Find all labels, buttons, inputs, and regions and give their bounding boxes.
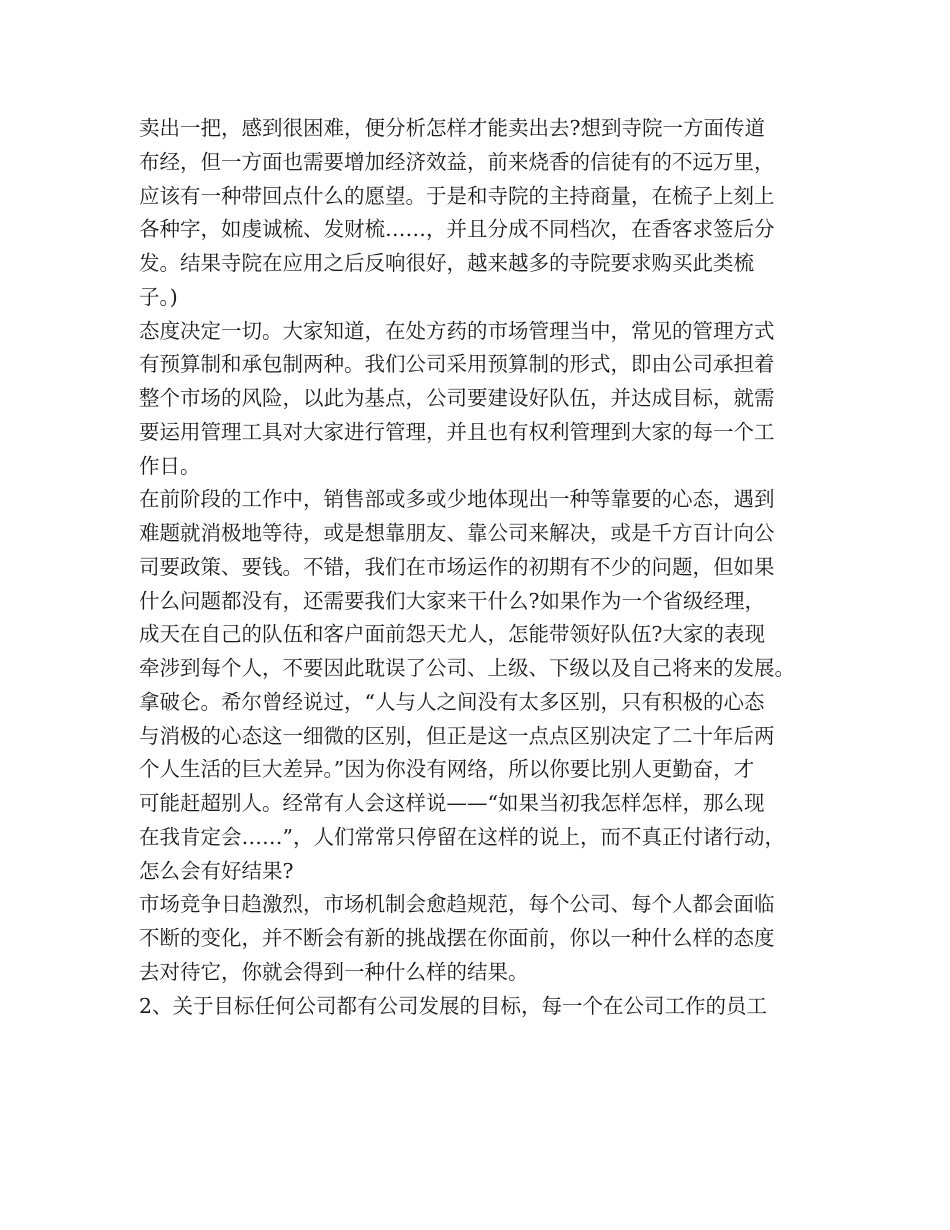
text-line: 司要政策、要钱。不错，我们在市场运作的初期有不少的问题，但如果 xyxy=(139,554,775,579)
text-line: 牵涉到每个人，不要因此耽误了公司、上级、下级以及自己将来的发展。 xyxy=(139,656,795,680)
document-body xyxy=(139,112,829,1023)
text-line: 在我肯定会……”，人们常常只停留在这样的说上，而不真正付诸行动， xyxy=(139,824,785,849)
text-line: 作日。 xyxy=(139,453,201,478)
text-line: 市场竞争日趋激烈，市场机制会愈趋规范，每个公司、每个人都会面临 xyxy=(139,892,775,917)
text-line: 个人生活的巨大差异。”因为你没有网络，所以你要比别人更勤奋，才 xyxy=(139,757,755,782)
text-line: 各种字，如虔诚梳、发财梳……，并且分成不同档次，在香客求签后分 xyxy=(139,217,775,242)
text-line: 什么问题都没有，还需要我们大家来干什么?如果作为一个省级经理， xyxy=(139,588,765,613)
text-line: 成天在自己的队伍和客户面前怨天尤人，怎能带领好队伍?大家的表现 xyxy=(139,622,765,647)
text-line: 发。结果寺院在应用之后反响很好，越来越多的寺院要求购买此类梳 xyxy=(139,251,754,275)
text-line: 整个市场的风险，以此为基点，公司要建设好队伍，并达成目标，就需 xyxy=(139,386,775,410)
text-line: 2、关于目标任何公司都有公司发展的目标，每一个在公司工作的员工 xyxy=(139,993,768,1018)
text-line: 去对待它，你就会得到一种什么样的结果。 xyxy=(139,959,529,984)
text-line: 可能赶超别人。经常有人会这样说——“如果当初我怎样怎样，那么现 xyxy=(139,791,765,815)
text-line: 拿破仑。希尔曾经说过，“人与人之间没有太多区别，只有积极的心态 xyxy=(139,689,765,714)
text-line: 子。) xyxy=(139,284,178,309)
text-line: 要运用管理工具对大家进行管理，并且也有权利管理到大家的每一个工 xyxy=(139,419,775,444)
text-line: 与消极的心态这一细微的区别，但正是这一点点区别决定了二十年后两 xyxy=(139,723,775,748)
text-line: 不断的变化，并不断会有新的挑战摆在你面前，你以一种什么样的态度 xyxy=(139,926,775,950)
text-line: 态度决定一切。大家知道，在处方药的市场管理当中，常见的管理方式 xyxy=(139,318,775,343)
text-line: 有预算制和承包制两种。我们公司采用预算制的形式，即由公司承担着 xyxy=(139,352,775,377)
text-line: 卖出一把，感到很困难，便分析怎样才能卖出去?想到寺院一方面传道 xyxy=(139,116,765,140)
text-line: 在前阶段的工作中，销售部或多或少地体现出一种等靠要的心态，遇到 xyxy=(139,487,775,512)
text-line: 怎么会有好结果? xyxy=(139,858,294,883)
text-line: 难题就消极地等待，或是想靠朋友、靠公司来解决，或是千方百计向公 xyxy=(139,521,775,545)
text-line: 布经，但一方面也需要增加经济效益，前来烧香的信徒有的不远万里， xyxy=(139,149,775,174)
text-line: 应该有一种带回点什么的愿望。于是和寺院的主持商量，在梳子上刻上 xyxy=(139,183,775,208)
